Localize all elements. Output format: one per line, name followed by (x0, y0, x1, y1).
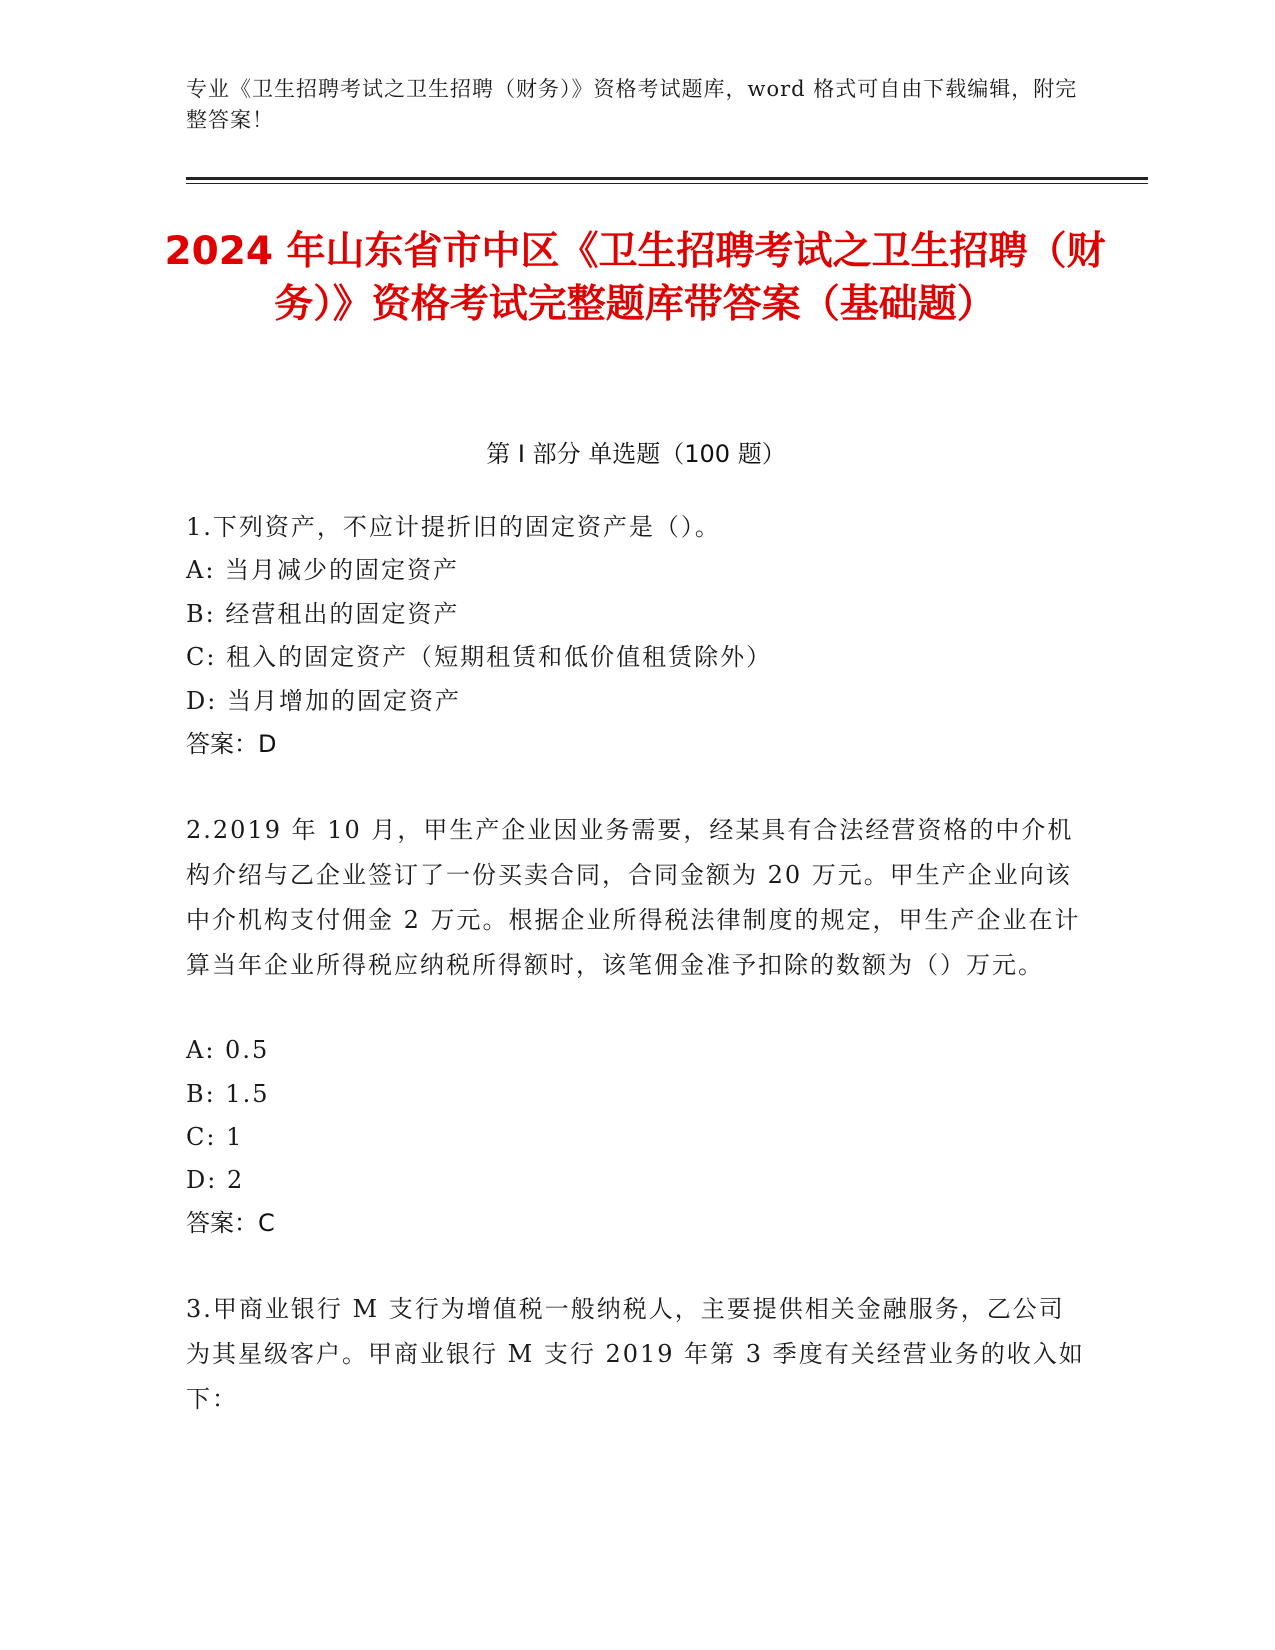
question-1-answer: 答案：D (186, 730, 277, 758)
question-2-answer: 答案：C (186, 1209, 275, 1237)
question-2-option-c: C: 1 (186, 1123, 244, 1151)
question-1-option-a: A: 当月减少的固定资产 (186, 556, 460, 584)
question-3-stem: 3.甲商业银行 M 支行为增值税一般纳税人，主要提供相关金融服务，乙公司为其星级客户。甲商业银行 M 支行 2019 年第 3 季度有关经营业务的收入如下： (186, 1295, 1085, 1413)
question-1-option-b: B: 经营租出的固定资产 (186, 600, 460, 628)
header-note: 专业《卫生招聘考试之卫生招聘（财务）》资格考试题库，word 格式可自由下载编辑，附完整答案！ (186, 77, 1078, 132)
question-1-stem: 1.下列资产，不应计提折旧的固定资产是（）。 (186, 513, 721, 541)
header-rule-thick (186, 177, 1148, 180)
document-title: 2024 年山东省市中区《卫生招聘考试之卫生招聘（财务）》资格考试完整题库带答案（基础题） (164, 229, 1106, 327)
header-rule-thin (186, 183, 1148, 184)
question-1-option-d: D: 当月增加的固定资产 (186, 687, 461, 715)
question-2-option-b: B: 1.5 (186, 1080, 270, 1108)
section-title: 第 I 部分 单选题（100 题） (486, 440, 786, 468)
question-2-option-a: A: 0.5 (186, 1036, 270, 1064)
question-1-option-c: C: 租入的固定资产（短期租赁和低价值租赁除外） (186, 643, 773, 671)
question-2-option-d: D: 2 (186, 1166, 245, 1194)
question-2-stem: 2.2019 年 10 月，甲生产企业因业务需要，经某具有合法经营资格的中介机构介绍与乙企业签订了一份买卖合同，合同金额为 20 万元。甲生产企业向该中介机构支付佣金 2 万元。根据企业所得税法律制度的规定，甲生产企业在计算当年企业所得税应纳税所得额时，该笔佣金准予扣除的数额为（）万元。 (186, 816, 1081, 979)
